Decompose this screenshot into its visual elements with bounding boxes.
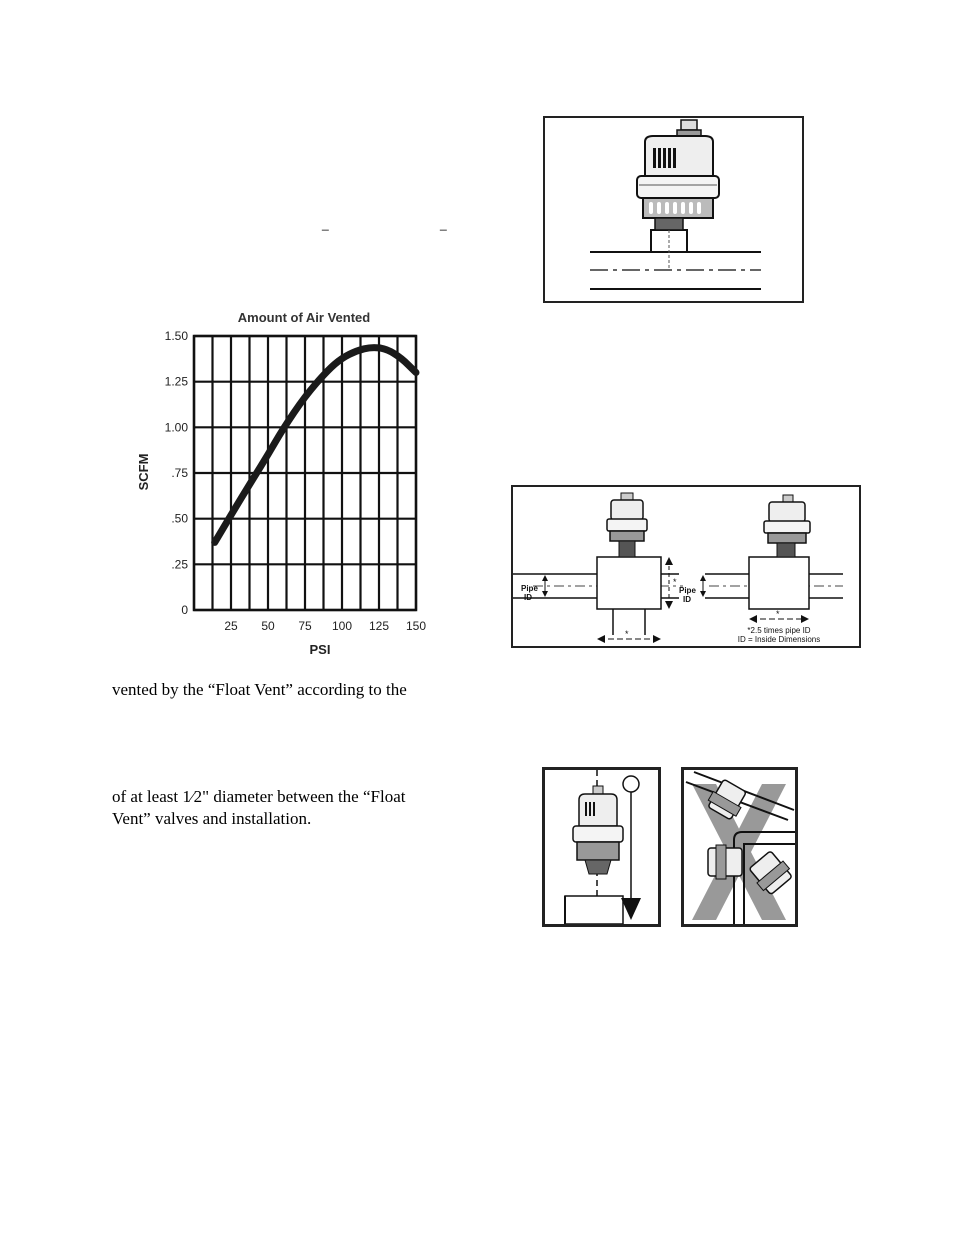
y-tick-labels [165, 329, 189, 617]
y-tick-label: 0 [181, 603, 188, 617]
x-tick-label: 150 [405, 619, 427, 633]
chart-grid [194, 336, 416, 610]
y-axis-label: SCFM [136, 453, 151, 491]
chart-svg [130, 302, 440, 662]
dash-mark: _ [440, 217, 447, 231]
x-tick-labels [224, 619, 426, 633]
y-tick-label: .50 [171, 511, 188, 526]
x-tick-label: 125 [368, 619, 390, 633]
x-tick-label: 50 [261, 619, 275, 633]
figure-tee-dimensions [511, 485, 861, 648]
note-text: ID = Inside Dimensions [737, 635, 821, 644]
paragraph-line: vented by the “Float Vent” according to the [112, 680, 407, 699]
dash-mark: _ [322, 217, 329, 231]
figure-correct-orientation [542, 767, 661, 927]
figure-incorrect-orientation [681, 767, 798, 927]
series-line [215, 348, 416, 543]
y-tick-label: .75 [171, 466, 188, 480]
correct-orientation-illustration [545, 770, 658, 924]
paragraph-installation [112, 786, 449, 830]
x-tick-label: 100 [331, 619, 353, 633]
dimension-star: * [776, 609, 780, 619]
tee-dimensions-illustration [513, 487, 859, 646]
vent-on-pipe-illustration [545, 118, 802, 301]
figure-vent-on-pipe [543, 116, 804, 303]
y-tick-label: 1.50 [164, 329, 188, 343]
pipe-id-label: ID [683, 595, 691, 604]
air-vented-chart [130, 302, 440, 662]
paragraph-line: Vent” valves and installation. [112, 809, 312, 828]
note-text: *2.5 times pipe ID [747, 626, 811, 635]
paragraph-flow-rate [112, 679, 449, 701]
x-axis-label: PSI [309, 642, 331, 657]
x-tick-label: 25 [224, 619, 238, 633]
dimension-star: * [673, 577, 677, 587]
x-tick-label: 75 [298, 619, 312, 633]
y-tick-label: 1.25 [164, 374, 188, 389]
y-tick-label: 1.00 [164, 420, 188, 435]
chart-title: Amount of Air Vented [237, 310, 371, 325]
incorrect-orientation-illustration [684, 770, 795, 924]
dimension-star: * [625, 629, 629, 639]
pipe-id-label: Pipe [679, 586, 696, 595]
paragraph-line: of at least 1⁄2" diameter between the “Float [112, 787, 406, 806]
pipe-id-label: Pipe [521, 584, 538, 593]
y-tick-label: .25 [171, 557, 188, 572]
pipe-id-label: ID [524, 593, 532, 602]
